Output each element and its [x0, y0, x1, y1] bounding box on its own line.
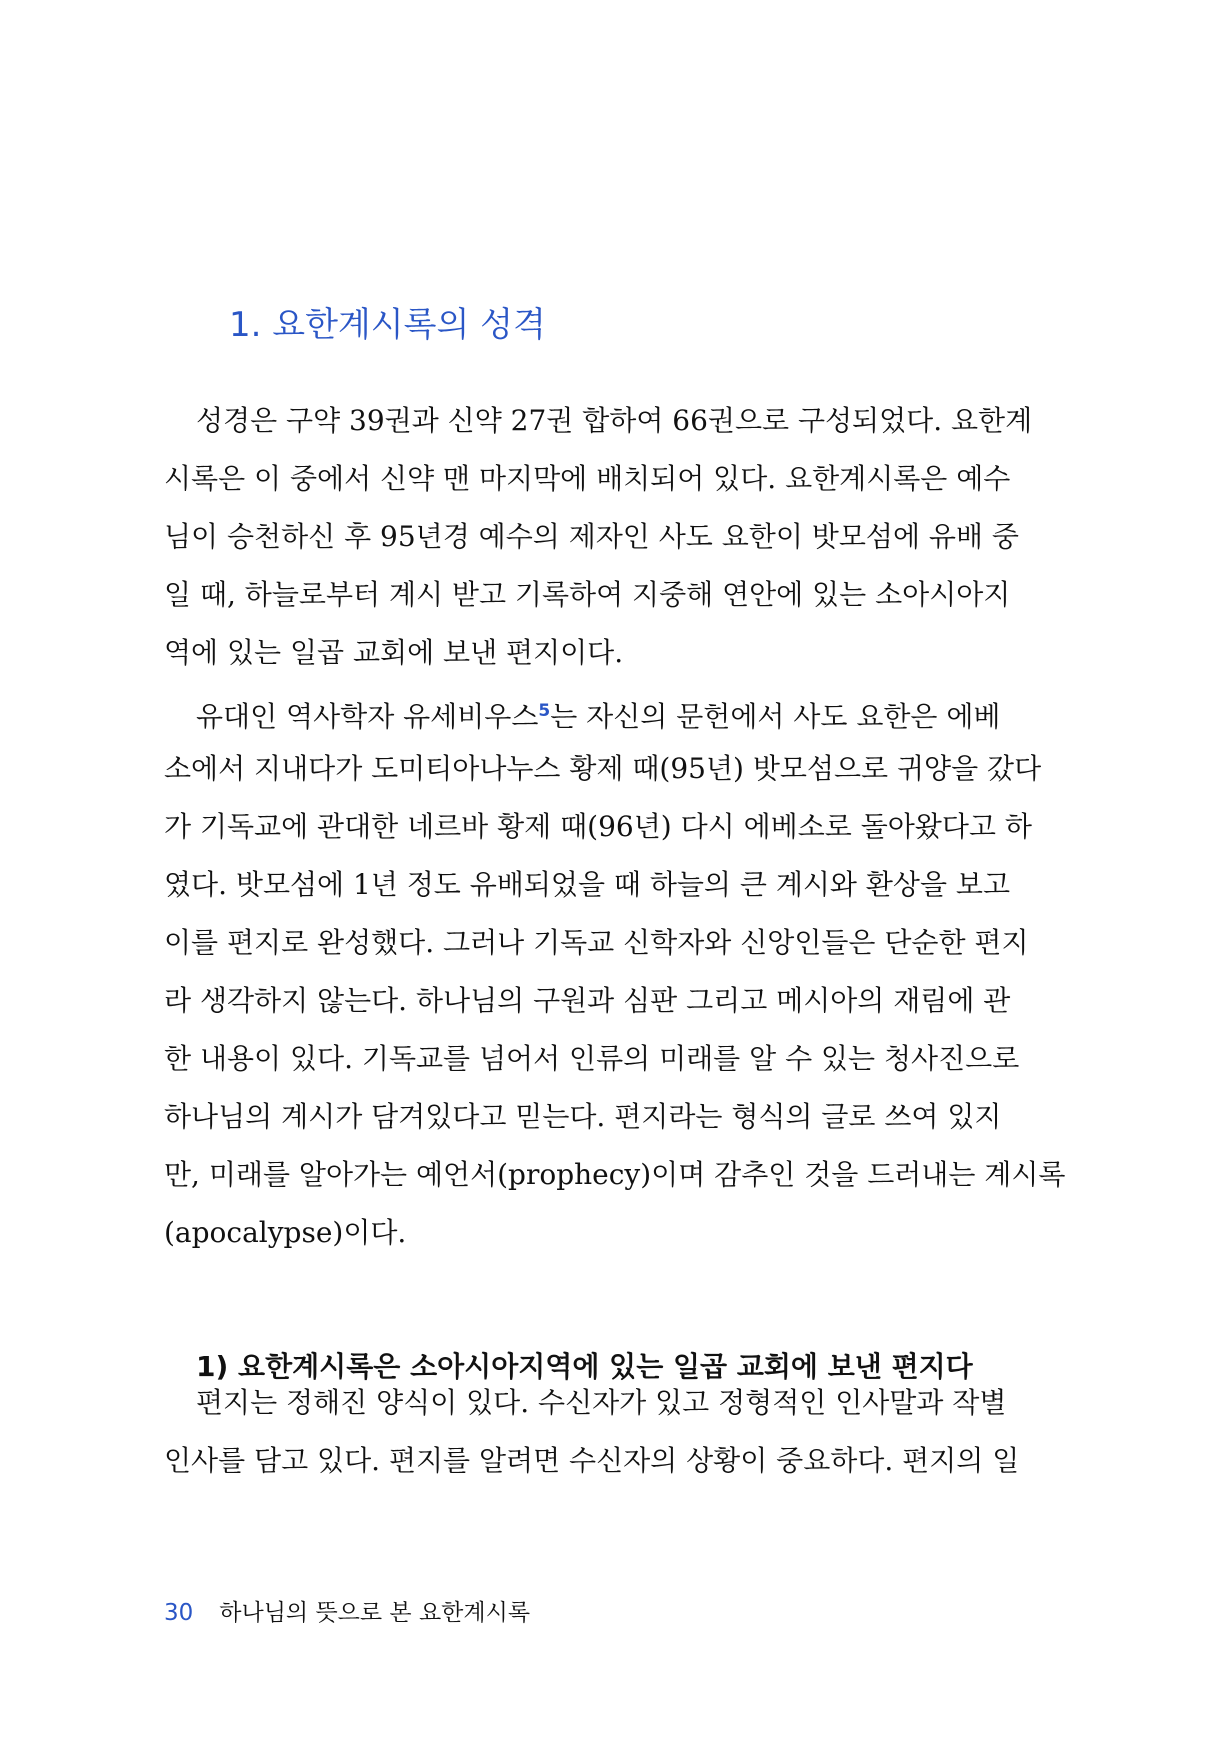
subheading: 1) 요한계시록은 소아시아지역에 있는 일곱 교회에 보낸 편지다	[196, 1350, 973, 1384]
text-line: 라 생각하지 않는다. 하나님의 구원과 심판 그리고 메시아의 재림에 관	[164, 984, 1011, 1017]
text-line: 인사를 담고 있다. 편지를 알려면 수신자의 상황이 중요하다. 편지의 일	[164, 1444, 1020, 1477]
page-footer	[164, 1598, 530, 1628]
text-line	[164, 682, 1001, 740]
text-line: 만, 미래를 알아가는 예언서(prophecy)이며 감추인 것을 드러내는 계시록	[164, 1158, 1066, 1191]
paragraph-2	[164, 682, 1066, 1262]
text-line: 성경은 구약 39권과 신약 27권 합하여 66권으로 구성되었다. 요한계	[196, 404, 1033, 437]
text-line: 소에서 지내다가 도미티아나누스 황제 때(95년) 밧모섬으로 귀양을 갔다	[164, 752, 1042, 785]
page-number: 30	[164, 1600, 194, 1626]
text-segment: 는 자신의 문헌에서 사도 요한은 에베	[550, 700, 1001, 733]
text-line: 편지는 정해진 양식이 있다. 수신자가 있고 정형적인 인사말과 작별	[196, 1386, 1007, 1419]
paragraph-1	[164, 392, 1033, 682]
text-line: 시록은 이 중에서 신약 맨 마지막에 배치되어 있다. 요한계시록은 예수	[164, 462, 1011, 495]
running-title: 하나님의 뜻으로 본 요한계시록	[219, 1600, 531, 1626]
text-segment: 유대인 역사학자 유세비우스	[196, 700, 539, 733]
section-title: 1. 요한계시록의 성격	[229, 304, 546, 345]
text-line: 한 내용이 있다. 기독교를 넘어서 인류의 미래를 알 수 있는 청사진으로	[164, 1042, 1020, 1075]
footnote-reference[interactable]: 5	[538, 701, 551, 721]
text-line: (apocalypse)이다.	[164, 1216, 407, 1249]
text-line: 일 때, 하늘로부터 계시 받고 기록하여 지중해 연안에 있는 소아시아지	[164, 578, 1011, 611]
text-line: 였다. 밧모섬에 1년 정도 유배되었을 때 하늘의 큰 계시와 환상을 보고	[164, 868, 1011, 901]
text-line: 이를 편지로 완성했다. 그러나 기독교 신학자와 신앙인들은 단순한 편지	[164, 926, 1029, 959]
paragraph-3	[164, 1374, 1020, 1490]
text-line: 하나님의 계시가 담겨있다고 믿는다. 편지라는 형식의 글로 쓰여 있지	[164, 1100, 1002, 1133]
text-line: 역에 있는 일곱 교회에 보낸 편지이다.	[164, 636, 624, 669]
text-line: 가 기독교에 관대한 네르바 황제 때(96년) 다시 에베소로 돌아왔다고 하	[164, 810, 1032, 843]
text-line: 님이 승천하신 후 95년경 예수의 제자인 사도 요한이 밧모섬에 유배 중	[164, 520, 1019, 553]
